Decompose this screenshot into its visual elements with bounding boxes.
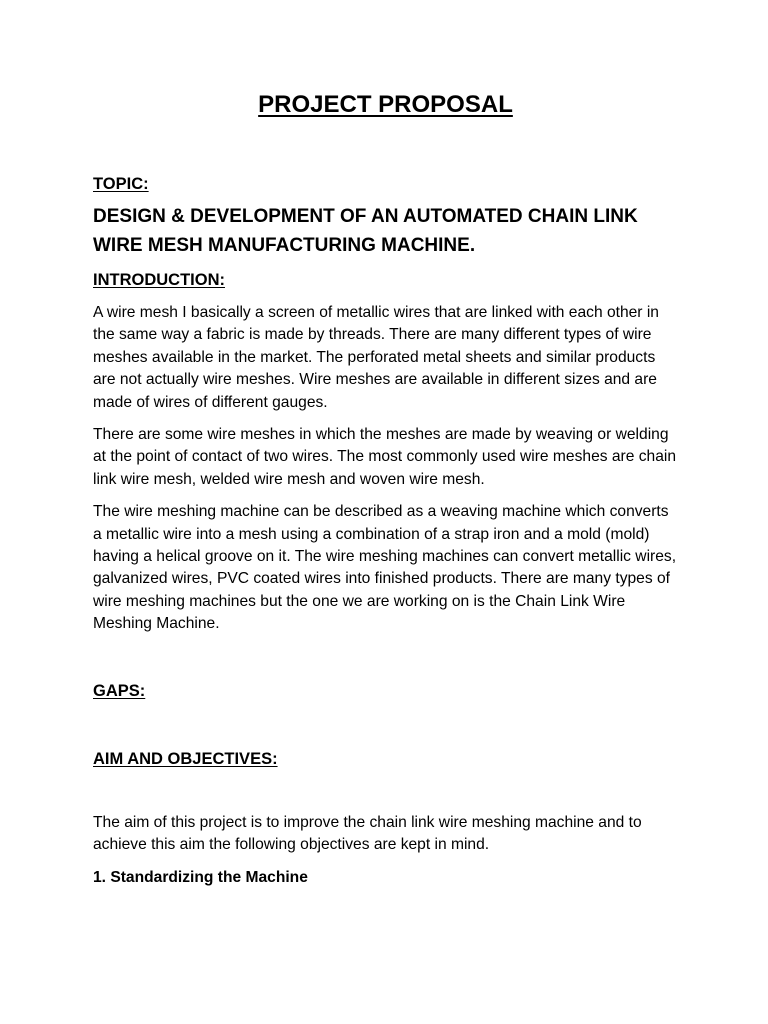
introduction-paragraph-2: There are some wire meshes in which the meshes are made by weaving or welding at the point of contact of two wires. The most commonly used wire meshes are chain link wire mesh, welded wire mesh and woven wire mesh. (93, 426, 677, 488)
topic-heading: TOPIC: (93, 175, 149, 193)
gaps-heading: GAPS: (93, 681, 146, 700)
page-title: PROJECT PROPOSAL (258, 91, 513, 118)
introduction-paragraph-3: The wire meshing machine can be described as a weaving machine which converts a metallic wire into a mesh using a combination of a strap iron and a mold (mold) having a helical groove on it. The wire meshing machines can convert metallic wires, galvanized wires, PVC coated wires into finished products. There are many types of wire meshing machines but the one we are working on is the Chain Link Wire Meshing Machine. (93, 503, 677, 633)
aim-objectives-heading: AIM AND OBJECTIVES: (93, 749, 278, 768)
aim-paragraph: The aim of this project is to improve the chain link wire meshing machine and to achieve this aim the following objectives are kept in mind. (93, 813, 642, 854)
document-body (93, 88, 678, 889)
objective-item-1: 1. Standardizing the Machine (93, 868, 308, 886)
introduction-heading: INTRODUCTION: (93, 271, 225, 289)
introduction-paragraph-1: A wire mesh I basically a screen of metallic wires that are linked with each other in the same way a fabric is made by threads. There are many different types of wire meshes available in the market. The perforated metal sheets and similar products are not actually wire meshes. Wire meshes are available in different sizes and are made of wires of different gauges. (93, 304, 659, 411)
topic-title: DESIGN & DEVELOPMENT OF AN AUTOMATED CHAIN LINK WIRE MESH MANUFACTURING MACHINE. (93, 206, 638, 256)
